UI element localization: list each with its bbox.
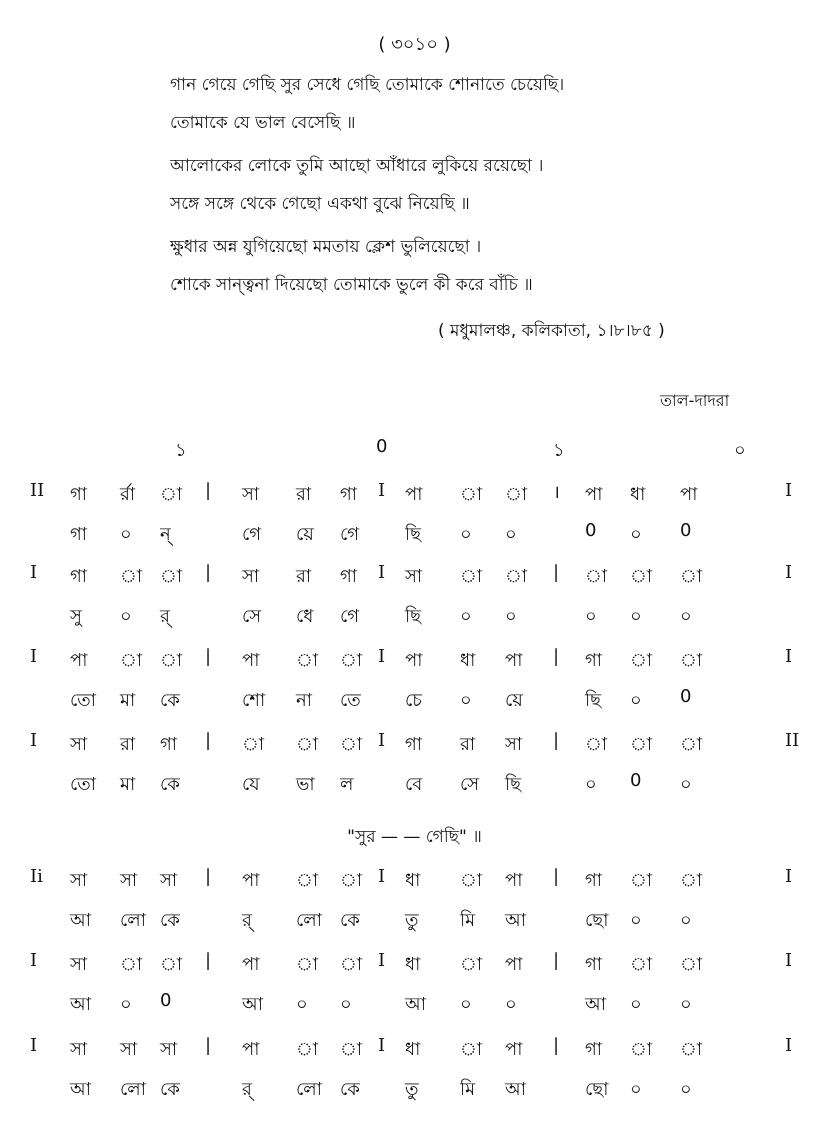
bar-line: I xyxy=(785,480,793,501)
swara-note: া xyxy=(296,734,319,755)
lyric-syllable: ন্ xyxy=(160,524,171,545)
lyric-syllable: ০ xyxy=(630,524,642,545)
swara-note: পা xyxy=(405,650,423,671)
bar-line: | xyxy=(553,730,560,751)
lyric-syllable: আ xyxy=(505,1079,526,1100)
swara-note: পা xyxy=(680,484,698,505)
swara-note: পা xyxy=(505,954,523,975)
swara-note: গা xyxy=(70,484,88,505)
bar-line: I xyxy=(378,562,386,583)
swara-note: সা xyxy=(160,870,178,891)
lyric-syllable: ০ xyxy=(680,1079,692,1100)
swara-note: সা xyxy=(120,870,138,891)
bar-line: I xyxy=(30,950,38,971)
lyric-syllable: ০ xyxy=(630,606,642,627)
lyric-syllable: আ xyxy=(70,1079,91,1100)
lyric-syllable: যে xyxy=(242,774,260,795)
swara-note: ধা xyxy=(630,484,646,505)
swara-note: র্রা xyxy=(120,484,136,505)
swara-note: া xyxy=(630,734,653,755)
lyric-syllable: কে xyxy=(160,1079,180,1100)
bar-line: I xyxy=(30,562,38,583)
swara-note: পা xyxy=(505,1039,523,1060)
lyric-syllable: আ xyxy=(585,994,606,1015)
bar-line: | xyxy=(205,1035,212,1056)
swara-note: পা xyxy=(242,1039,260,1060)
lyric-syllable: ০ xyxy=(585,606,597,627)
lyric-syllable: 0 xyxy=(160,990,172,1011)
lyric-syllable: আ xyxy=(505,910,526,931)
swara-note: া xyxy=(296,954,319,975)
swara-note: া xyxy=(340,1039,363,1060)
lyric-syllable: ০ xyxy=(340,994,352,1015)
lyric-syllable: না xyxy=(296,690,312,711)
lyric-syllable: গে xyxy=(340,524,360,545)
lyric-syllable: ০ xyxy=(460,606,472,627)
swara-note: া xyxy=(460,1039,483,1060)
swara-note: া xyxy=(630,954,653,975)
swara-note: গা xyxy=(340,484,358,505)
page-number: ( ৩০১০ ) xyxy=(378,34,451,55)
swara-note: া xyxy=(340,650,363,671)
swara-note: সা xyxy=(160,1039,178,1060)
lyric-syllable: লো xyxy=(296,910,322,931)
swara-note: া xyxy=(630,1039,653,1060)
lyric-syllable: ০ xyxy=(296,994,308,1015)
lyric-syllable: লো xyxy=(120,1079,146,1100)
lyric-line: শোকে সান্ত্বনা দিয়েছো তোমাকে ভুলে কী করে বাঁচি ॥ xyxy=(170,275,533,295)
lyric-syllable: গে xyxy=(340,606,360,627)
swara-note: গা xyxy=(585,1039,603,1060)
swara-note: রা xyxy=(120,734,136,755)
beat-marker: ১ xyxy=(175,440,187,461)
bar-line: | xyxy=(205,480,212,501)
tala-label: তাল-দাদরা xyxy=(660,391,730,410)
lyric-syllable: ধে xyxy=(296,606,314,627)
swara-note: া xyxy=(680,566,703,587)
lyric-syllable: গা xyxy=(70,524,88,545)
lyric-syllable: য়ে xyxy=(296,524,314,545)
swara-note: া xyxy=(296,870,319,891)
swara-note: া xyxy=(460,566,483,587)
swara-note: া xyxy=(505,566,528,587)
lyric-syllable: র্ xyxy=(242,910,252,931)
lyric-syllable: গে xyxy=(242,524,262,545)
lyric-syllable: 0 xyxy=(630,770,642,791)
swara-note: া xyxy=(460,484,483,505)
swara-note: া xyxy=(680,870,703,891)
lyric-line: গান গেয়ে গেছি সুর সেধে গেছি তোমাকে শোনাতে চেয়েছি। xyxy=(170,75,565,95)
swara-note: গা xyxy=(585,650,603,671)
swara-note: া xyxy=(340,734,363,755)
swara-note: া xyxy=(340,954,363,975)
bar-line: | xyxy=(553,562,560,583)
lyric-syllable: ০ xyxy=(120,524,132,545)
bar-line: I xyxy=(378,730,386,751)
lyric-syllable: ০ xyxy=(680,606,692,627)
bar-line: I xyxy=(785,866,793,887)
swara-note: া xyxy=(505,484,528,505)
lyric-syllable: সে xyxy=(460,774,480,795)
swara-note: পা xyxy=(505,870,523,891)
lyric-syllable: মি xyxy=(460,910,476,931)
bar-line: । xyxy=(553,482,560,503)
lyric-syllable: লো xyxy=(120,910,146,931)
swara-note: া xyxy=(340,870,363,891)
lyric-syllable: সু xyxy=(70,606,82,627)
refrain-line: "সুর — — গেছি" ॥ xyxy=(347,827,482,847)
swara-note: গা xyxy=(585,954,603,975)
beat-marker: ১ xyxy=(553,440,565,461)
lyric-syllable: ০ xyxy=(630,690,642,711)
swara-note: গা xyxy=(70,566,88,587)
lyric-syllable: ছো xyxy=(585,910,609,931)
lyric-syllable: তো xyxy=(70,690,97,711)
lyric-syllable: কে xyxy=(340,910,360,931)
swara-note: া xyxy=(160,650,183,671)
bar-line: I xyxy=(378,480,386,501)
lyric-syllable: সে xyxy=(242,606,262,627)
lyric-syllable: ০ xyxy=(120,606,132,627)
bar-line: II xyxy=(785,730,800,751)
swara-note: পা xyxy=(242,870,260,891)
lyric-syllable: র্ xyxy=(160,606,170,627)
bar-line: I xyxy=(378,646,386,667)
lyric-syllable: লো xyxy=(296,1079,322,1100)
lyric-syllable: ছি xyxy=(505,774,522,795)
lyric-syllable: ০ xyxy=(630,1079,642,1100)
lyric-line: সঙ্গে সঙ্গে থেকে গেছো একথা বুঝে নিয়েছি ॥ xyxy=(170,194,470,214)
bar-line: I xyxy=(378,1035,386,1056)
lyric-syllable: ছি xyxy=(585,690,602,711)
swara-note: গা xyxy=(585,870,603,891)
bar-line: | xyxy=(553,866,560,887)
lyric-syllable: শো xyxy=(242,690,266,711)
lyric-syllable: ০ xyxy=(505,994,517,1015)
lyric-syllable: মা xyxy=(120,690,136,711)
lyric-syllable: তো xyxy=(70,774,97,795)
lyric-syllable: ০ xyxy=(460,524,472,545)
lyric-syllable: 0 xyxy=(585,520,597,541)
lyric-line: আলোকের লোকে তুমি আছো আঁধারে লুকিয়ে রয়েছো । xyxy=(170,156,544,176)
lyric-syllable: ০ xyxy=(460,690,472,711)
bar-line: | xyxy=(553,950,560,971)
swara-note: া xyxy=(680,1039,703,1060)
lyric-syllable: আ xyxy=(242,994,263,1015)
lyric-syllable: ভা xyxy=(296,774,315,795)
lyric-syllable: কে xyxy=(160,690,180,711)
lyric-syllable: ০ xyxy=(460,994,472,1015)
beat-marker: ০ xyxy=(734,440,746,461)
swara-note: া xyxy=(460,870,483,891)
swara-note: া xyxy=(680,954,703,975)
lyric-line: তোমাকে যে ভাল বেসেছি ॥ xyxy=(170,113,356,133)
lyric-syllable: য়ে xyxy=(505,690,523,711)
lyric-syllable: আ xyxy=(70,910,91,931)
bar-line: | xyxy=(205,866,212,887)
lyric-syllable: ০ xyxy=(630,910,642,931)
swara-note: া xyxy=(680,650,703,671)
lyric-syllable: ০ xyxy=(680,774,692,795)
swara-note: সা xyxy=(70,734,88,755)
lyric-syllable: মা xyxy=(120,774,136,795)
swara-note: পা xyxy=(405,484,423,505)
lyric-syllable: ০ xyxy=(630,994,642,1015)
lyric-syllable: ০ xyxy=(505,606,517,627)
lyric-syllable: কে xyxy=(160,910,180,931)
bar-line: I xyxy=(378,950,386,971)
swara-note: া xyxy=(296,1039,319,1060)
bar-line: I xyxy=(785,950,793,971)
swara-note: া xyxy=(160,566,183,587)
swara-note: পা xyxy=(70,650,88,671)
bar-line: I xyxy=(785,562,793,583)
swara-note: সা xyxy=(242,566,260,587)
swara-note: পা xyxy=(242,954,260,975)
lyric-syllable: ০ xyxy=(680,994,692,1015)
swara-note: া xyxy=(460,954,483,975)
lyric-syllable: ছি xyxy=(405,524,422,545)
swara-note: সা xyxy=(242,484,260,505)
bar-line: I xyxy=(30,646,38,667)
swara-note: পা xyxy=(242,650,260,671)
swara-note: া xyxy=(120,954,143,975)
lyric-syllable: 0 xyxy=(680,686,692,707)
swara-note: সা xyxy=(120,1039,138,1060)
swara-note: া xyxy=(160,954,183,975)
lyric-syllable: তু xyxy=(405,910,419,931)
lyric-syllable: ০ xyxy=(680,910,692,931)
lyric-syllable: ০ xyxy=(120,994,132,1015)
swara-note: া xyxy=(585,566,608,587)
lyric-syllable: ০ xyxy=(585,774,597,795)
swara-note: সা xyxy=(505,734,523,755)
swara-note: সা xyxy=(70,870,88,891)
swara-note: া xyxy=(120,566,143,587)
swara-note: া xyxy=(160,484,183,505)
swara-note: ধা xyxy=(405,870,421,891)
swara-note: গা xyxy=(405,734,423,755)
lyric-syllable: চে xyxy=(405,690,423,711)
lyric-syllable: তু xyxy=(405,1079,419,1100)
bar-line: I xyxy=(30,1035,38,1056)
bar-line: Ii xyxy=(30,866,43,887)
lyric-syllable: র্ xyxy=(242,1079,252,1100)
swara-note: া xyxy=(630,650,653,671)
swara-note: গা xyxy=(340,566,358,587)
swara-note: া xyxy=(630,870,653,891)
swara-note: া xyxy=(680,734,703,755)
lyric-syllable: ল xyxy=(340,774,354,795)
swara-note: পা xyxy=(505,650,523,671)
bar-line: | xyxy=(553,1035,560,1056)
swara-note: া xyxy=(242,734,265,755)
bar-line: | xyxy=(205,730,212,751)
lyric-syllable: কে xyxy=(340,1079,360,1100)
lyric-syllable: 0 xyxy=(680,520,692,541)
swara-note: ধা xyxy=(405,1039,421,1060)
swara-note: রা xyxy=(460,734,476,755)
swara-note: গা xyxy=(160,734,178,755)
swara-note: সা xyxy=(405,566,423,587)
lyric-syllable: কে xyxy=(160,774,180,795)
lyric-syllable: আ xyxy=(70,994,91,1015)
swara-note: া xyxy=(296,650,319,671)
bar-line: I xyxy=(785,646,793,667)
source-citation: ( মধুমালঞ্চ, কলিকাতা, ১।৮।৮৫ ) xyxy=(438,321,665,341)
bar-line: I xyxy=(378,866,386,887)
lyric-syllable: আ xyxy=(405,994,426,1015)
lyric-syllable: তে xyxy=(340,690,361,711)
bar-line: | xyxy=(553,646,560,667)
swara-note: সা xyxy=(70,954,88,975)
lyric-syllable: ০ xyxy=(505,524,517,545)
swara-note: রা xyxy=(296,566,312,587)
bar-line: | xyxy=(205,562,212,583)
bar-line: I xyxy=(30,730,38,751)
bar-line: | xyxy=(205,646,212,667)
swara-note: া xyxy=(630,566,653,587)
swara-note: সা xyxy=(70,1039,88,1060)
swara-note: া xyxy=(120,650,143,671)
lyric-syllable: ছো xyxy=(585,1079,609,1100)
lyric-syllable: বে xyxy=(405,774,423,795)
bar-line: I xyxy=(785,1035,793,1056)
swara-note: রা xyxy=(296,484,312,505)
swara-note: া xyxy=(585,734,608,755)
lyric-syllable: মি xyxy=(460,1079,476,1100)
lyric-syllable: ছি xyxy=(405,606,422,627)
lyric-line: ক্ষুধার অন্ন যুগিয়েছো মমতায় ক্লেশ ভুলিয়েছো । xyxy=(170,237,482,257)
beat-marker: 0 xyxy=(376,436,388,457)
bar-line: II xyxy=(30,480,45,501)
swara-note: ধা xyxy=(405,954,421,975)
bar-line: | xyxy=(205,950,212,971)
swara-note: ধা xyxy=(460,650,476,671)
swara-note: পা xyxy=(585,484,603,505)
